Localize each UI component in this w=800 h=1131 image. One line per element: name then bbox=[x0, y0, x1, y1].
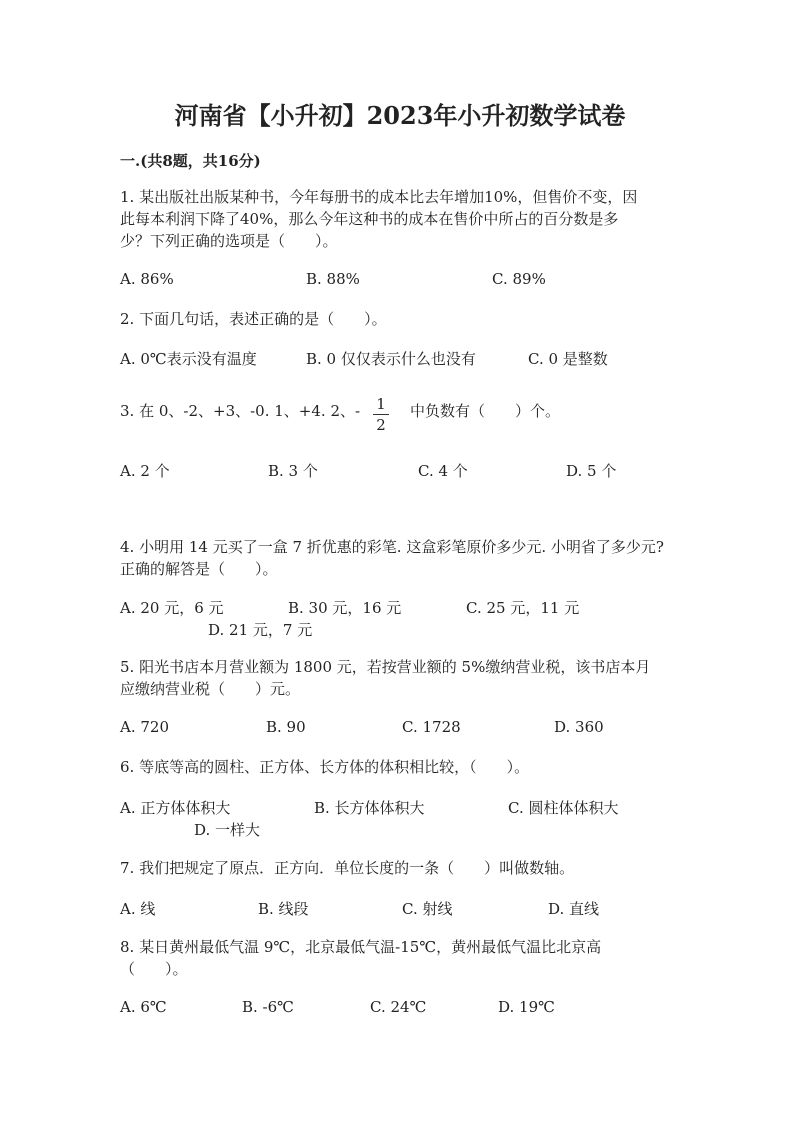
question-2-option-b[interactable]: B. 0 仅仅表示什么也没有 bbox=[306, 350, 476, 368]
question-5-option-c[interactable]: C. 1728 bbox=[402, 718, 461, 736]
question-7-option-c[interactable]: C. 射线 bbox=[402, 900, 453, 918]
question-6-option-d[interactable]: D. 一样大 bbox=[194, 821, 261, 839]
question-3-option-a[interactable]: A. 2 个 bbox=[120, 462, 170, 480]
question-7-option-b[interactable]: B. 线段 bbox=[258, 900, 309, 918]
question-1-option-a[interactable]: A. 86% bbox=[120, 270, 174, 288]
question-3-option-c[interactable]: C. 4 个 bbox=[418, 462, 468, 480]
question-7-line-1: 7. 我们把规定了原点．正方向．单位长度的一条（ ）叫做数轴。 bbox=[120, 859, 575, 877]
question-6-line-1: 6. 等底等高的圆柱、正方体、长方体的体积相比较，（ ）。 bbox=[120, 758, 530, 776]
question-5-option-d[interactable]: D. 360 bbox=[554, 718, 604, 736]
question-4-option-b[interactable]: B. 30 元，16 元 bbox=[288, 599, 402, 617]
question-3-option-d[interactable]: D. 5 个 bbox=[566, 462, 617, 480]
question-4-option-a[interactable]: A. 20 元，6 元 bbox=[120, 599, 224, 617]
fraction-one-half bbox=[373, 396, 389, 433]
question-5-option-b[interactable]: B. 90 bbox=[266, 718, 306, 736]
question-3-suffix: 中负数有（ ）个。 bbox=[410, 402, 561, 420]
question-5-line-1: 5. 阳光书店本月营业额为 1800 元，若按营业额的 5%缴纳营业税，该书店本月 bbox=[120, 658, 651, 676]
question-2-option-a[interactable]: A. 0℃表示没有温度 bbox=[120, 350, 257, 368]
question-4-line-2: 正确的解答是（ ）。 bbox=[120, 560, 278, 578]
question-6-option-b[interactable]: B. 长方体体积大 bbox=[314, 799, 425, 817]
question-4-option-d[interactable]: D. 21 元，7 元 bbox=[208, 621, 313, 639]
question-6-option-c[interactable]: C. 圆柱体体积大 bbox=[508, 799, 619, 817]
question-3-option-b[interactable]: B. 3 个 bbox=[268, 462, 318, 480]
question-8-option-a[interactable]: A. 6℃ bbox=[120, 998, 167, 1016]
question-8-option-d[interactable]: D. 19℃ bbox=[498, 998, 555, 1016]
question-1-line-3: 少？下列正确的选项是（ ）。 bbox=[120, 232, 338, 250]
question-1-option-b[interactable]: B. 88% bbox=[306, 270, 360, 288]
question-8-line-2: （ ）。 bbox=[120, 960, 188, 978]
section-heading: 一.(共8题，共16分) bbox=[120, 152, 261, 170]
fraction-bar bbox=[373, 414, 389, 415]
page-title: 河南省【小升初】2023年小升初数学试卷 bbox=[174, 101, 626, 130]
question-2-line-1: 2. 下面几句话，表述正确的是（ ）。 bbox=[120, 310, 387, 328]
question-8-line-1: 8. 某日黄州最低气温 9℃，北京最低气温-15℃，黄州最低气温比北京高 bbox=[120, 938, 602, 956]
question-7-option-d[interactable]: D. 直线 bbox=[548, 900, 600, 918]
question-4-option-c[interactable]: C. 25 元，11 元 bbox=[466, 599, 580, 617]
question-8-option-c[interactable]: C. 24℃ bbox=[370, 998, 427, 1016]
question-3-prefix: 3. 在 0、-2、+3、-0. 1、+4. 2、- bbox=[120, 402, 361, 420]
fraction-numerator: 1 bbox=[376, 395, 386, 413]
question-4-line-1: 4. 小明用 14 元买了一盒 7 折优惠的彩笔. 这盒彩笔原价多少元. 小明省了多少元? bbox=[120, 538, 664, 556]
fraction-denominator: 2 bbox=[376, 416, 386, 434]
question-7-option-a[interactable]: A. 线 bbox=[120, 900, 156, 918]
question-5-option-a[interactable]: A. 720 bbox=[120, 718, 169, 736]
question-6-option-a[interactable]: A. 正方体体积大 bbox=[120, 799, 231, 817]
question-1-line-2: 此每本利润下降了40%，那么今年这种书的成本在售价中所占的百分数是多 bbox=[120, 210, 619, 228]
question-8-option-b[interactable]: B. -6℃ bbox=[242, 998, 294, 1016]
question-1-line-1: 1. 某出版社出版某种书，今年每册书的成本比去年增加10%，但售价不变，因 bbox=[120, 188, 638, 206]
question-5-line-2: 应缴纳营业税（ ）元。 bbox=[120, 680, 301, 698]
question-2-option-c[interactable]: C. 0 是整数 bbox=[528, 350, 608, 368]
question-1-option-c[interactable]: C. 89% bbox=[492, 270, 546, 288]
